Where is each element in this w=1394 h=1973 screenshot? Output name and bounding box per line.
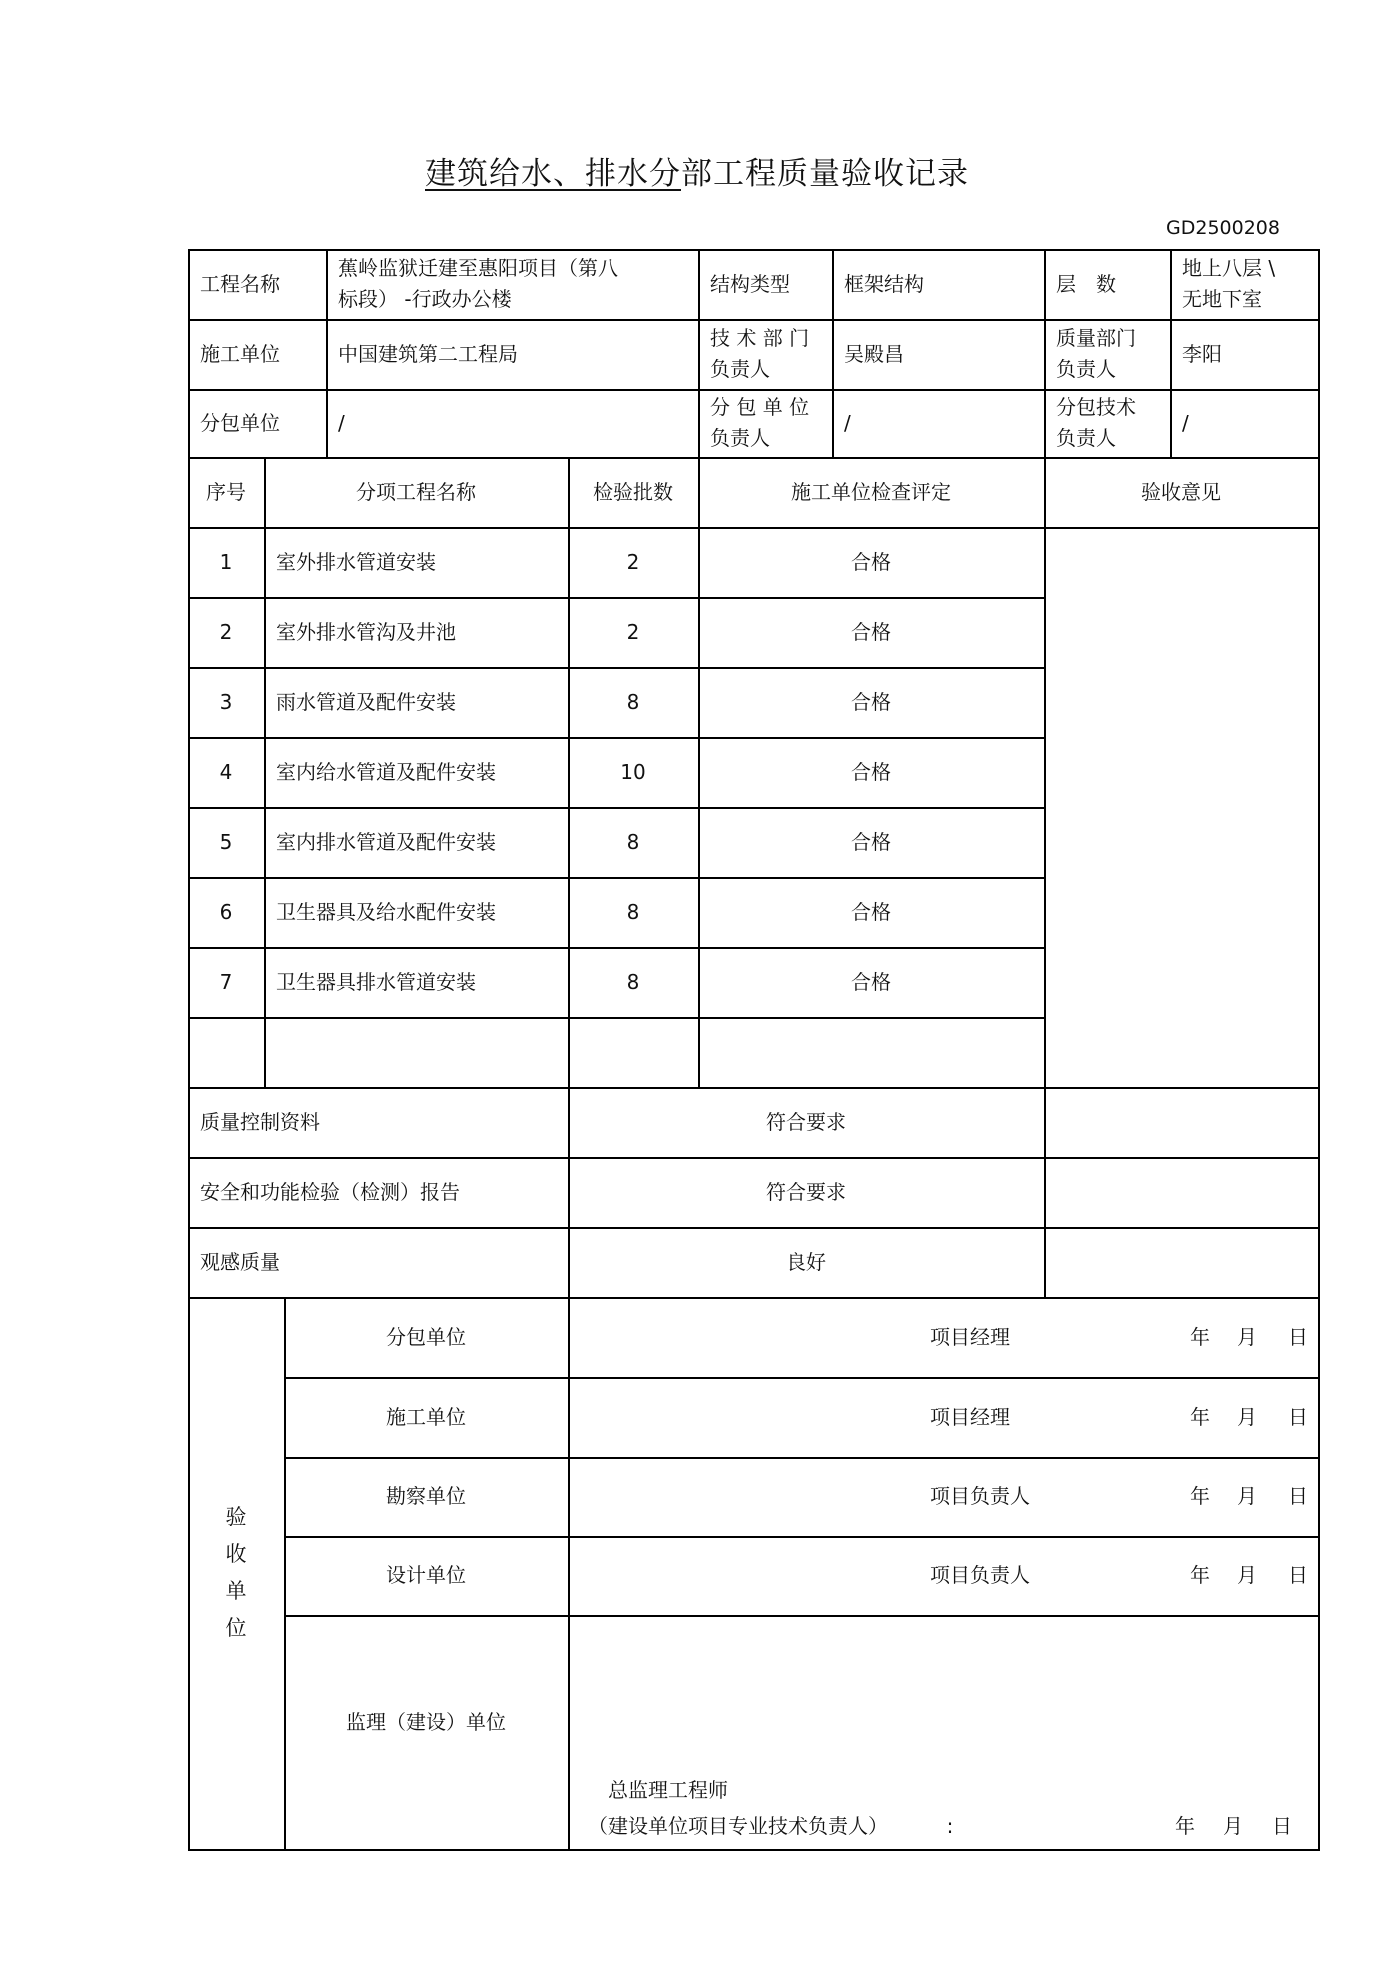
acceptance-role: 项目负责人 — [930, 1484, 1030, 1508]
quality-dept-head-label: 质量部门 负责人 — [1056, 326, 1136, 381]
item-result: 合格 — [851, 899, 891, 924]
tech-dept-head-value: 吴殿昌 — [844, 341, 904, 366]
supervision-unit-label: 监理（建设）单位 — [346, 1709, 506, 1734]
summary-opinion — [1044, 1087, 1318, 1157]
owner-rep-label: （建设单位项目专业技术负责人） — [588, 1813, 888, 1838]
date-month: 月 — [1237, 1484, 1257, 1508]
item-batches: 2 — [626, 619, 640, 644]
item-result: 合格 — [851, 549, 891, 574]
page-title — [0, 148, 1394, 193]
date-year: 年 — [1190, 1324, 1210, 1349]
table-row-line — [1044, 527, 1320, 529]
item-batches: 8 — [626, 899, 640, 924]
subcontractor-tech-head-value: / — [1182, 410, 1189, 435]
summary-label: 质量控制资料 — [200, 1109, 320, 1134]
subcontractor-label: 分包单位 — [200, 410, 280, 435]
item-no: 6 — [219, 899, 233, 924]
item-no: 1 — [219, 549, 233, 574]
acceptance-unit-name: 施工单位 — [386, 1404, 466, 1429]
summary-label: 观感质量 — [200, 1249, 280, 1274]
item-result: 合格 — [851, 829, 891, 854]
structure-type-value: 框架结构 — [844, 271, 924, 296]
acceptance-role: 项目经理 — [930, 1404, 1010, 1429]
date-day: 日 — [1288, 1563, 1308, 1587]
summary-value: 符合要求 — [766, 1109, 846, 1134]
subcontractor-head-label: 分 包 单 位 负责人 — [710, 395, 810, 450]
project-name-value: 蕉岭监狱迁建至惠阳项目（第八 标段） -行政办公楼 — [338, 256, 618, 311]
item-name: 室外排水管道安装 — [276, 549, 436, 574]
table-row-line — [188, 1017, 1044, 1019]
item-result: 合格 — [851, 619, 891, 644]
item-name: 卫生器具排水管道安装 — [276, 969, 476, 994]
chief-engineer-label: 总监理工程师 — [608, 1777, 728, 1802]
acceptance-unit-name: 勘察单位 — [386, 1484, 466, 1508]
item-no: 7 — [219, 969, 233, 994]
frame-bottom — [188, 1849, 1320, 1851]
col-header-opinion: 验收意见 — [1141, 479, 1221, 504]
item-result: 合格 — [851, 759, 891, 784]
subcontractor-head-value: / — [844, 410, 851, 435]
col-header-no: 序号 — [206, 479, 246, 504]
date-day: 日 — [1272, 1813, 1292, 1838]
item-name: 室内排水管道及配件安装 — [276, 829, 496, 854]
floors-value: 地上八层 \ 无地下室 — [1182, 256, 1276, 311]
subcontractor-value: / — [338, 410, 345, 435]
col-header-batches: 检验批数 — [593, 479, 673, 504]
item-no: 3 — [219, 689, 233, 714]
table-col-line — [1044, 457, 1046, 1087]
acceptance-role: 项目经理 — [930, 1324, 1010, 1349]
summary-value: 良好 — [786, 1249, 826, 1274]
item-batches: 10 — [620, 759, 646, 784]
item-batches: 8 — [626, 689, 640, 714]
item-name: 室内给水管道及配件安装 — [276, 759, 496, 784]
tech-dept-head-label: 技 术 部 门 负责人 — [710, 326, 810, 381]
date-day: 日 — [1288, 1324, 1308, 1349]
date-month: 月 — [1223, 1813, 1243, 1838]
date-month: 月 — [1237, 1324, 1257, 1349]
floors-label: 层 数 — [1056, 271, 1116, 296]
date-year: 年 — [1190, 1404, 1210, 1429]
summary-opinion — [1044, 1157, 1318, 1227]
item-batches: 8 — [626, 969, 640, 994]
item-no: 5 — [219, 829, 233, 854]
item-batches: 8 — [626, 829, 640, 854]
date-day: 日 — [1288, 1404, 1308, 1429]
item-result: 合格 — [851, 969, 891, 994]
acceptance-unit-name: 分包单位 — [386, 1324, 466, 1349]
frame-right — [1318, 249, 1320, 1851]
subcontractor-tech-head-label: 分包技术 负责人 — [1056, 395, 1136, 450]
date-year: 年 — [1175, 1813, 1195, 1838]
project-name-label: 工程名称 — [200, 271, 280, 296]
date-year: 年 — [1190, 1484, 1210, 1508]
date-day: 日 — [1288, 1484, 1308, 1508]
acceptance-side-label: 验 收 单 位 — [225, 1505, 247, 1640]
col-header-name: 分项工程名称 — [356, 479, 476, 504]
item-name: 卫生器具及给水配件安装 — [276, 899, 496, 924]
contractor-value: 中国建筑第二工程局 — [338, 341, 518, 366]
col-header-check: 施工单位检查评定 — [791, 479, 951, 504]
acceptance-role: 项目负责人 — [930, 1563, 1030, 1587]
date-month: 月 — [1237, 1563, 1257, 1587]
item-no: 4 — [219, 759, 233, 784]
acceptance-unit-name: 设计单位 — [386, 1563, 466, 1587]
acceptance-col-line — [568, 1297, 570, 1849]
title-underlined: 建筑给水、排水分 — [425, 156, 681, 192]
item-no: 2 — [219, 619, 233, 644]
summary-value: 符合要求 — [766, 1179, 846, 1204]
document-code: GD2500208 — [1166, 217, 1280, 239]
item-name: 室外排水管沟及井池 — [276, 619, 456, 644]
structure-type-label: 结构类型 — [710, 271, 790, 296]
date-year: 年 — [1190, 1563, 1210, 1587]
item-batches: 2 — [626, 549, 640, 574]
date-month: 月 — [1237, 1404, 1257, 1429]
contractor-label: 施工单位 — [200, 341, 280, 366]
item-result: 合格 — [851, 689, 891, 714]
summary-opinion — [1044, 1227, 1318, 1297]
summary-label: 安全和功能检验（检测）报告 — [200, 1179, 460, 1204]
quality-dept-head-value: 李阳 — [1182, 341, 1222, 366]
signature-colon: : — [946, 1813, 954, 1838]
title-rest: 部工程质量验收记录 — [681, 156, 969, 192]
item-name: 雨水管道及配件安装 — [276, 689, 456, 714]
